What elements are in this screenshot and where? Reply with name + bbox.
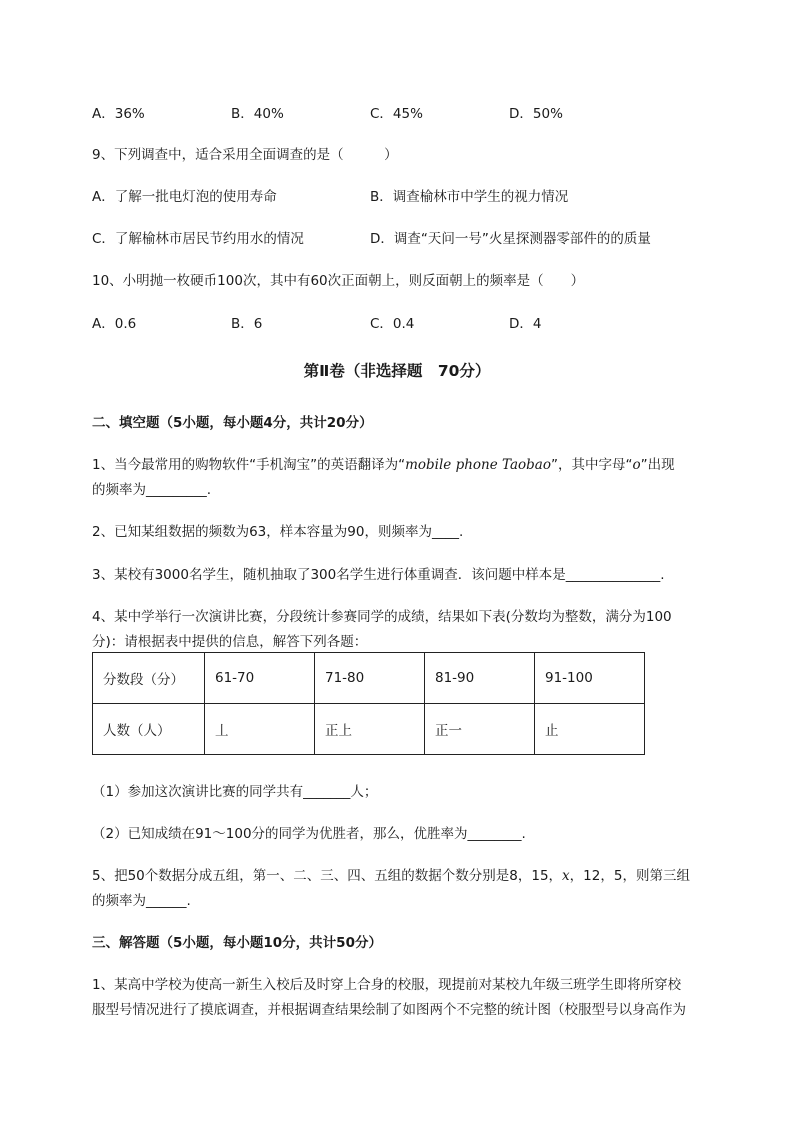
table-header-cell: 61-70 — [205, 653, 315, 704]
fill-q3: 3、某校有3000名学生，随机抽取了300名学生进行体重调查．该问题中样本是______________. — [92, 567, 665, 583]
fill-q5-post: ，12，5，则第三组 — [569, 868, 690, 884]
solve-q1-line1: 1、某高中学校为使高一新生入校后及时穿上合身的校服，现提前对某校九年级三班学生即将所穿校 — [92, 977, 682, 993]
table-cell: 正一 — [425, 704, 535, 755]
table-header-cell: 81-90 — [425, 653, 535, 704]
fill-q1-post: ”出现 — [640, 457, 675, 473]
solve-q1-line2: 服型号情况进行了摸底调查，并根据调查结果绘制了如图两个不完整的统计图（校服型号以身高作为 — [92, 1002, 686, 1018]
fill-q4-line2: 分)：请根据表中提供的信息，解答下列各题： — [92, 634, 368, 650]
fill-q1-line1 — [92, 453, 675, 473]
fill-q5-pre: 5、把50个数据分成五组，第一、二、三、四、五组的数据个数分别是8，15， — [92, 868, 563, 884]
fill-q5-line1 — [92, 864, 690, 884]
table-cell: 丄 — [205, 704, 315, 755]
table-header-cell: 分数段（分） — [93, 653, 205, 704]
fill-q5-line2: 的频率为______. — [92, 893, 191, 909]
q9-option-b: B．调查榆林市中学生的视力情况 — [370, 189, 569, 205]
table-header-cell: 91-100 — [535, 653, 645, 704]
q10-stem: 10、小明抛一枚硬币100次，其中有60次正面朝上，则反面朝上的频率是（ ） — [92, 273, 585, 289]
q10-option-c: C．0.4 — [370, 316, 415, 332]
fill-q5-var: x — [562, 868, 570, 884]
table-header-cell: 71-80 — [315, 653, 425, 704]
fill-q4-sub1: （1）参加这次演讲比赛的同学共有_______人； — [92, 784, 378, 800]
q9-option-a: A．了解一批电灯泡的使用寿命 — [92, 189, 277, 205]
fill-q1-line2: 的频率为_________. — [92, 482, 212, 498]
table-cell: 止 — [535, 704, 645, 755]
q9-option-d: D．调查“天问一号”火星探测器零部件的的质量 — [370, 231, 651, 247]
q8-option-c: C．45% — [370, 106, 423, 122]
part2-title: 第Ⅱ卷（非选择题 70分） — [303, 362, 491, 380]
q10-option-d: D．4 — [509, 316, 542, 332]
fill-q4-sub2: （2）已知成绩在91～100分的同学为优胜者，那么，优胜率为________. — [92, 826, 526, 842]
q9-option-c: C．了解榆林市居民节约用水的情况 — [92, 231, 304, 247]
fill-q2: 2、已知某组数据的频数为63，样本容量为90，则频率为____. — [92, 524, 464, 540]
q8-option-b: B．40% — [231, 106, 284, 122]
fill-q1-phrase: mobile phone Taobao — [405, 457, 551, 473]
table-cell: 正上 — [315, 704, 425, 755]
q10-option-a: A．0.6 — [92, 316, 137, 332]
q8-option-a: A．36% — [92, 106, 145, 122]
fill-q1-letter: o — [632, 457, 641, 473]
solve-section-heading: 三、解答题（5小题，每小题10分，共计50分） — [92, 935, 382, 951]
score-table — [92, 652, 645, 755]
table-cell: 人数（人） — [93, 704, 205, 755]
fill-q1-mid: ”，其中字母“ — [550, 457, 633, 473]
table-row — [93, 704, 645, 755]
q9-stem: 9、下列调查中，适合采用全面调查的是（ ） — [92, 147, 398, 163]
table-row — [93, 653, 645, 704]
q8-option-d: D．50% — [509, 106, 563, 122]
fill-q4-line1: 4、某中学举行一次演讲比赛，分段统计参赛同学的成绩，结果如下表(分数均为整数，满分为100 — [92, 609, 672, 625]
q10-option-b: B．6 — [231, 316, 263, 332]
fill-section-heading: 二、填空题（5小题，每小题4分，共计20分） — [92, 415, 373, 431]
fill-q1-pre: 1、当今最常用的购物软件“手机淘宝”的英语翻译为“ — [92, 457, 406, 473]
